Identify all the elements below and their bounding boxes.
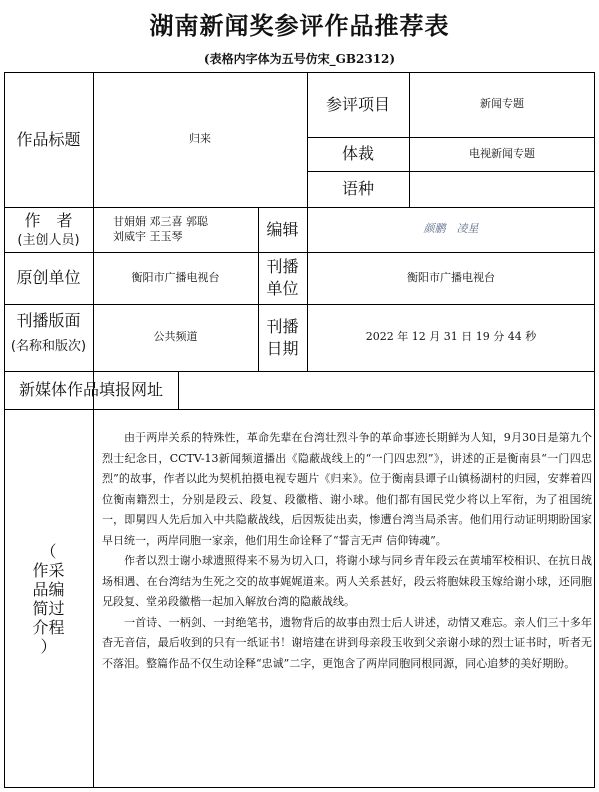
introduction-text: [102, 428, 592, 674]
work-title-label: 作品标题: [16, 129, 81, 149]
introduction-label: [4, 409, 93, 788]
author-label-line2: (主创人员): [17, 232, 80, 248]
genre-label: 体裁: [341, 144, 374, 164]
editor-label: 编辑: [266, 219, 299, 239]
publisher-value: 衡阳市广播电视台: [407, 270, 495, 284]
layout-value: 公共频道: [153, 330, 198, 344]
intro-label-part: （: [40, 541, 57, 561]
publisher-label-line2: 单位: [266, 279, 299, 298]
intro-paragraph: 一首诗、一柄剑、一封绝笔书，遗物背后的故事由烈士后人讲述，动情又难忘。亲人们三十多年杳无音信，最后收到的只有一纸证书！谢培建在讲到母亲段玉收到父亲谢小球的烈士证书时，听者无不落泪。整篇作品不仅生动诠释“忠诚”二字，更饱含了两岸同胞同根同源，同心追梦的美好期盼。: [102, 615, 592, 670]
new-media-value: [178, 371, 595, 409]
layout-label: [4, 304, 93, 371]
unit-label: 原创单位: [16, 268, 81, 288]
editor-value: 颜鹏 凌星: [423, 222, 479, 236]
category-label: 参评项目: [325, 94, 390, 114]
author-label: [4, 207, 93, 252]
intro-paragraph: 作者以烈士谢小球遗照得来不易为切入口，将谢小球与同乡青年段云在黄埔军校相识、在抗日战场相遇、在台湾结为生死之交的故事娓娓道来。两人关系甚好，段云将胞妹段玉嫁给谢小球，还同胞兄段复、堂弟段徽楷一起加入解放台湾的隐蔽战线。: [102, 554, 592, 608]
publisher-label-line1: 刊播: [266, 257, 299, 277]
layout-label-line2: (名称和版次): [10, 338, 87, 354]
date-label-line1: 刊播: [266, 316, 299, 336]
author-value-line1: 甘娟娟 邓三喜 郭聪: [113, 214, 208, 228]
unit-value: 衡阳市广播电视台: [131, 270, 220, 284]
intro-label-part: 简过: [32, 598, 65, 618]
category-value: 新闻专题: [480, 97, 524, 111]
new-media-label: 新媒体作品填报网址: [18, 380, 163, 400]
intro-label-part: 介程: [32, 617, 65, 637]
date-value: 2022 年 12 月 31 日 19 分 44 秒: [365, 330, 537, 344]
author-label-line1: 作 者: [24, 210, 73, 230]
work-title-value: 归来: [189, 132, 211, 146]
date-label: [258, 304, 307, 371]
intro-label-part: 作采: [32, 560, 65, 580]
intro-label-part: 品编: [32, 579, 65, 599]
page-subtitle: (表格内字体为五号仿宋_GB2312): [203, 52, 396, 66]
layout-label-line1: 刊播版面: [16, 311, 81, 330]
author-value-line2: 刘威宇 王玉琴: [113, 229, 183, 243]
date-label-line2: 日期: [266, 338, 299, 358]
page-title: 湖南新闻奖参评作品推荐表: [149, 11, 450, 40]
intro-label-part: ）: [40, 636, 57, 656]
language-value: [409, 171, 595, 207]
intro-paragraph: 由于两岸关系的特殊性，革命先辈在台湾壮烈斗争的革命事迹长期鲜为人知，9月30日是第九个烈士纪念日，CCTV-13新闻频道播出《隐蔽战线上的“一门四忠烈”》，讲述的正是衡南县“一门四忠烈”的故事，作者以此为契机拍摄电视专题片《归来》。位于衡南县谭子山镇杨湖村的归园，安葬着四位衡南籍烈士，分别是段云、段复、段徽楷、谢小球。他们都有国民党少将以上军衔，为了祖国统一，即舅四人先后加入中共隐蔽战线，后因叛徒出卖，惨遭台湾当局杀害。他们用行动证明期盼国家早日统一，两岸同胞一家亲，他们用生命诠释了“誓言无声 信仰铸魂”。: [102, 431, 592, 547]
publisher-label: [258, 252, 307, 304]
genre-value: 电视新闻专题: [469, 146, 535, 160]
language-label: 语种: [341, 179, 374, 199]
author-value: [93, 207, 258, 252]
